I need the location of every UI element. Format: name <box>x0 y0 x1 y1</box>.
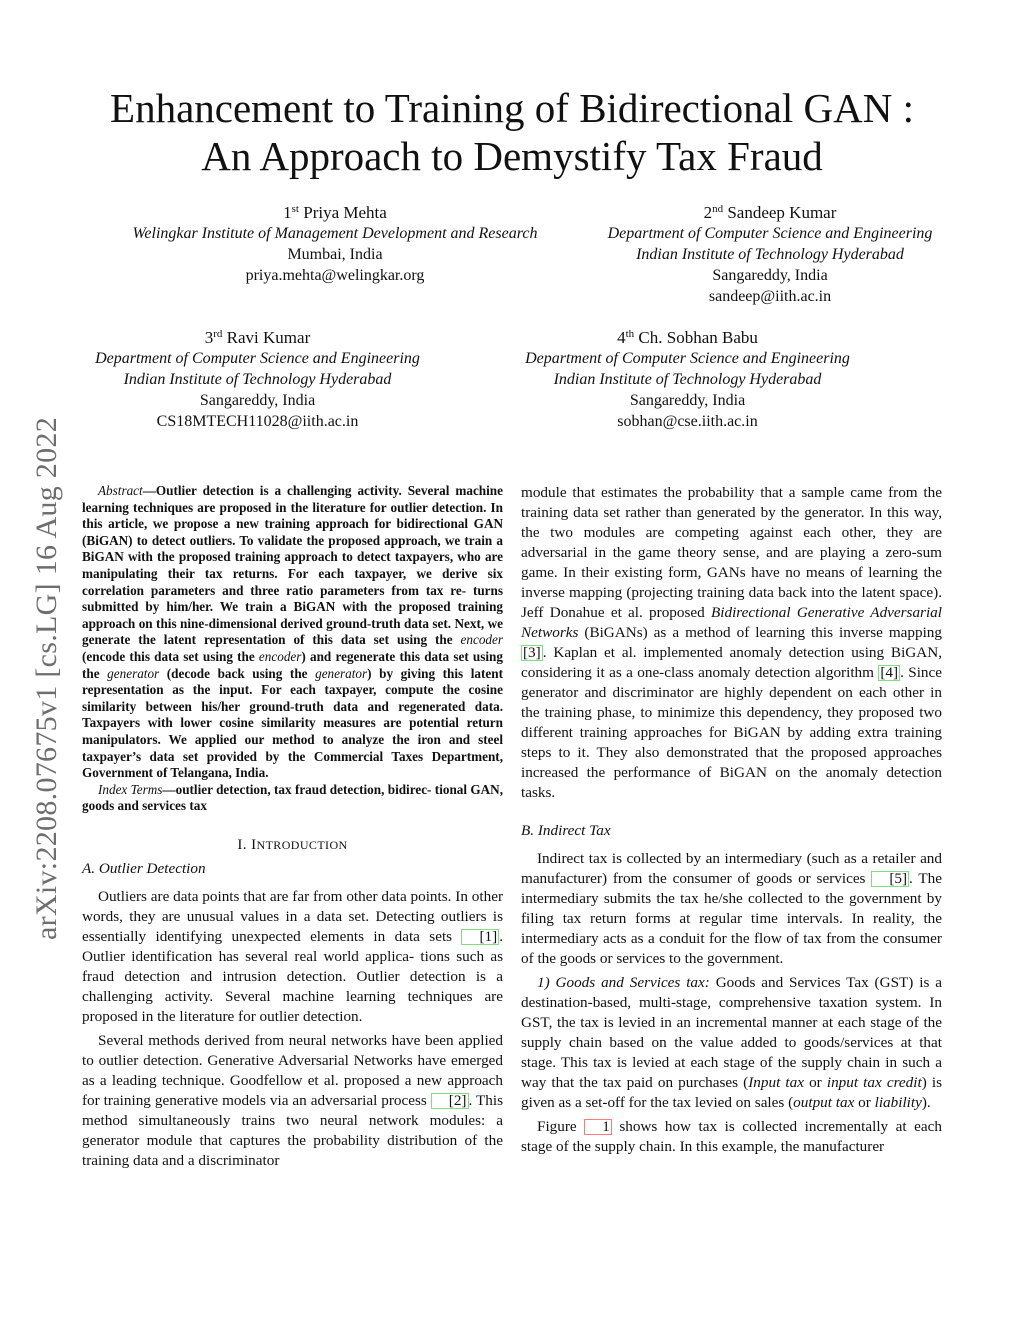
section-heading-introduction <box>82 835 503 855</box>
paragraph-math-term: Input tax <box>748 1074 804 1091</box>
paragraph-text: (BiGANs) as a method of learning this inverse mapping <box>578 624 942 641</box>
abstract-math-encoder: encoder <box>460 632 503 648</box>
paragraph-text: or <box>803 1074 827 1091</box>
author-block-4 <box>495 327 880 432</box>
paragraph-italic-term: liability <box>874 1094 922 1111</box>
author-name-text: Sandeep Kumar <box>727 203 837 222</box>
citation-link[interactable]: [1] <box>461 929 499 945</box>
paragraph-text: shows how tax is collected incrementally at each stage of the supply chain. In this example, the manufacturer <box>521 1118 942 1155</box>
index-terms <box>82 782 503 815</box>
author-department: Department of Computer Science and Engineering <box>607 225 933 242</box>
citation-link[interactable]: [4] <box>880 664 899 681</box>
section-title-rest: NTRODUCTION <box>256 837 348 852</box>
author-email: sandeep@iith.ac.in <box>708 288 832 305</box>
section-numeral: I. <box>237 836 247 853</box>
author-ordinal-suffix: st <box>291 203 299 215</box>
author-location: Mumbai, India <box>287 246 383 263</box>
author-name-text: Priya Mehta <box>303 203 387 222</box>
author-location: Sangareddy, India <box>199 392 316 409</box>
author-ordinal: 3 <box>204 328 214 347</box>
paragraph-text: Figure <box>537 1118 585 1135</box>
paragraph-italic-term: Bidirectional Generative Adversarial Networks <box>521 604 942 641</box>
author-ordinal: 4 <box>617 328 626 347</box>
right-column <box>521 483 942 1157</box>
paragraph-text: . Kaplan et al. implemented anomaly detection using BiGAN, considering it as a one-class anomaly detection algorithm <box>521 644 942 681</box>
author-block-2 <box>570 202 970 307</box>
section-title-initial: I <box>251 836 257 853</box>
author-ordinal: 1 <box>283 203 292 222</box>
paragraph-text: Goods and Services Tax (GST) is a destination-based, multi-stage, comprehensive taxation system. In GST, the tax is levied in an incremental manner at each stage of the supply chain based on the value added to goods/services at that stage. This tax is levied at each stage of the supply chain in such a way that the tax paid on purchases ( <box>521 974 942 1091</box>
paper-title <box>60 84 964 180</box>
abstract-text-1: —Outlier detection is a challenging activity. Several machine learning techniques are proposed in the literature for outlier detection. In this article, we propose a new training approach for bidirectional GAN (BiGAN) to detect outliers. To validate the proposed approach, we train a BiGAN with the proposed training approach to detect taxpayers, who are manipulating their tax returns. For each taxpayer, we derive six correlation parameters and three ratio parameters from tax re- turns submitted by him/her. We train a BiGAN with the proposed training approach on this nine-dimensional derived ground-truth data set. Next, we generate the latent representation of this data set using the <box>82 483 503 648</box>
subsection-heading-outlier-detection: A. Outlier Detection <box>82 859 206 877</box>
paragraph-discriminator <box>521 483 942 803</box>
author-email: sobhan@cse.iith.ac.in <box>617 413 758 430</box>
paragraph-text: . Outlier identification has several real world applica- tions such as fraud detection and intrusion detection. Outlier detection is a challenging activity. Several machine learning techniques are proposed in the literature for outlier detection. <box>82 927 503 1025</box>
author-ordinal-suffix: nd <box>712 203 724 215</box>
paragraph-text: ). <box>921 1094 931 1111</box>
citation-link[interactable]: [3] <box>523 644 541 661</box>
title-line-1: Enhancement to Training of Bidirectional GAN : <box>110 85 914 131</box>
title-line-2: An Approach to Demystify Tax Fraud <box>201 133 823 179</box>
paragraph-math-term: input tax credit <box>826 1074 922 1091</box>
paragraph-figure-reference <box>521 1117 942 1157</box>
abstract-math-encoder: encoder <box>258 648 302 664</box>
author-location: Sangareddy, India <box>712 267 828 284</box>
author-name <box>60 327 455 348</box>
author-block-3 <box>60 327 455 432</box>
author-affiliation: Indian Institute of Technology Hyderabad <box>636 246 904 263</box>
paragraph-indirect-tax <box>521 849 942 969</box>
author-ordinal: 2 <box>703 203 713 222</box>
paragraph-text: . Since generator and discriminator are highly dependent on each other in the training phase, to minimize this dependency, they proposed two different training approaches for BiGAN by adding extra training steps to it. They also demonstrated that the proposed approaches increased the performance of BiGAN on the anomaly detection tasks. <box>521 664 942 801</box>
author-affiliation: Welingkar Institute of Management Development and Research <box>132 225 538 242</box>
abstract-text-3: ) and regenerate this data set using the <box>82 648 503 681</box>
abstract-text-5: ) by giving this latent representation as the input. For each taxpayer, compute the cosine similarity between his/her ground-truth data and regenerated data. Taxpayers with lower cosine similarity measures are potential return manipulators. We applied our method to analyze the iron and steel taxpayer’s data set provided by the Commercial Taxes Department, Government of Telangana, India. <box>82 665 503 781</box>
author-department: Department of Computer Science and Engineering <box>525 350 850 367</box>
paragraph-text: Outliers are data points that are far from other data points. In other words, they are unusual values in a data set. Detecting outliers is essentially identifying unexpected elements in data sets <box>82 887 503 945</box>
author-name <box>495 327 880 348</box>
abstract-math-generator: generator <box>107 665 160 681</box>
abstract-text-4: (decode back using the <box>159 665 316 681</box>
author-name <box>100 202 570 223</box>
author-affiliation: Indian Institute of Technology Hyderabad <box>553 371 822 388</box>
author-ordinal-suffix: th <box>625 328 635 340</box>
arxiv-identifier-stamp: arXiv:2208.07675v1 [cs.LG] 16 Aug 2022 <box>30 416 63 940</box>
abstract-math-generator: generator <box>315 665 368 681</box>
paragraph-text: or <box>854 1094 875 1111</box>
paragraph-gan <box>82 1031 503 1171</box>
author-name <box>570 202 970 223</box>
paragraph-text: module that estimates the probability that a sample came from the training data set rather than generated by the generator. In this way, the two modules are competing against each other, they are adversarial in the game theory sense, and are playing a zero-sum game. In their existing form, GANs have no means of learning the inverse mapping (projecting training data back into the latent space). Jeff Donahue et al. proposed <box>521 484 942 621</box>
paragraph-math-term: output tax <box>793 1094 855 1111</box>
abstract-text-2: (encode this data set using the <box>82 648 259 664</box>
author-email: CS18MTECH11028@iith.ac.in <box>156 413 359 430</box>
paragraph-text: Several methods derived from neural networks have been applied to outlier detection. Generative Adversarial Networks have emerged as a leading technique. Goodfellow et al. proposed a new approach for training generative models via an adversarial process <box>82 1031 503 1109</box>
author-name-text: Ravi Kumar <box>226 328 311 347</box>
citation-link[interactable]: [2] <box>431 1093 469 1109</box>
author-block-1 <box>100 202 570 286</box>
author-ordinal-suffix: rd <box>213 328 223 340</box>
figure-link[interactable]: 1 <box>584 1119 612 1135</box>
paragraph-text: . This method simultaneously trains two neural network modules: a generator module that captures the probability distribution of the training data and a discriminator <box>82 1091 503 1169</box>
author-email: priya.mehta@welingkar.org <box>245 267 425 284</box>
author-affiliation: Indian Institute of Technology Hyderabad <box>123 371 392 388</box>
paragraph-run-in-heading: 1) Goods and Services tax: <box>537 974 710 991</box>
author-location: Sangareddy, India <box>629 392 746 409</box>
citation-link[interactable]: [5] <box>871 871 909 887</box>
paragraph-text: . The intermediary submits the tax he/she collected to the government by filing tax return forms at regular time intervals. In reality, the intermediary acts as a conduit for the flow of tax from the consumer of the goods or services to the government. <box>521 870 942 967</box>
author-department: Department of Computer Science and Engineering <box>95 350 420 367</box>
abstract <box>82 483 503 782</box>
index-terms-label: Index Terms <box>98 781 163 797</box>
paragraph-text: Indirect tax is collected by an intermediary (such as a retailer and manufacturer) from the consumer of goods or services <box>521 850 942 887</box>
paragraph-text: ) is given as a set-off for the tax levied on sales ( <box>521 1074 942 1111</box>
paragraph-outliers <box>82 887 503 1027</box>
index-terms-text: —outlier detection, tax fraud detection, bidirec- tional GAN, goods and services tax <box>82 781 503 814</box>
left-column <box>82 483 503 1171</box>
abstract-label: Abstract <box>98 483 143 498</box>
subsection-heading-indirect-tax: B. Indirect Tax <box>521 822 611 839</box>
paragraph-gst <box>521 973 942 1113</box>
author-name-text: Ch. Sobhan Babu <box>638 328 758 347</box>
